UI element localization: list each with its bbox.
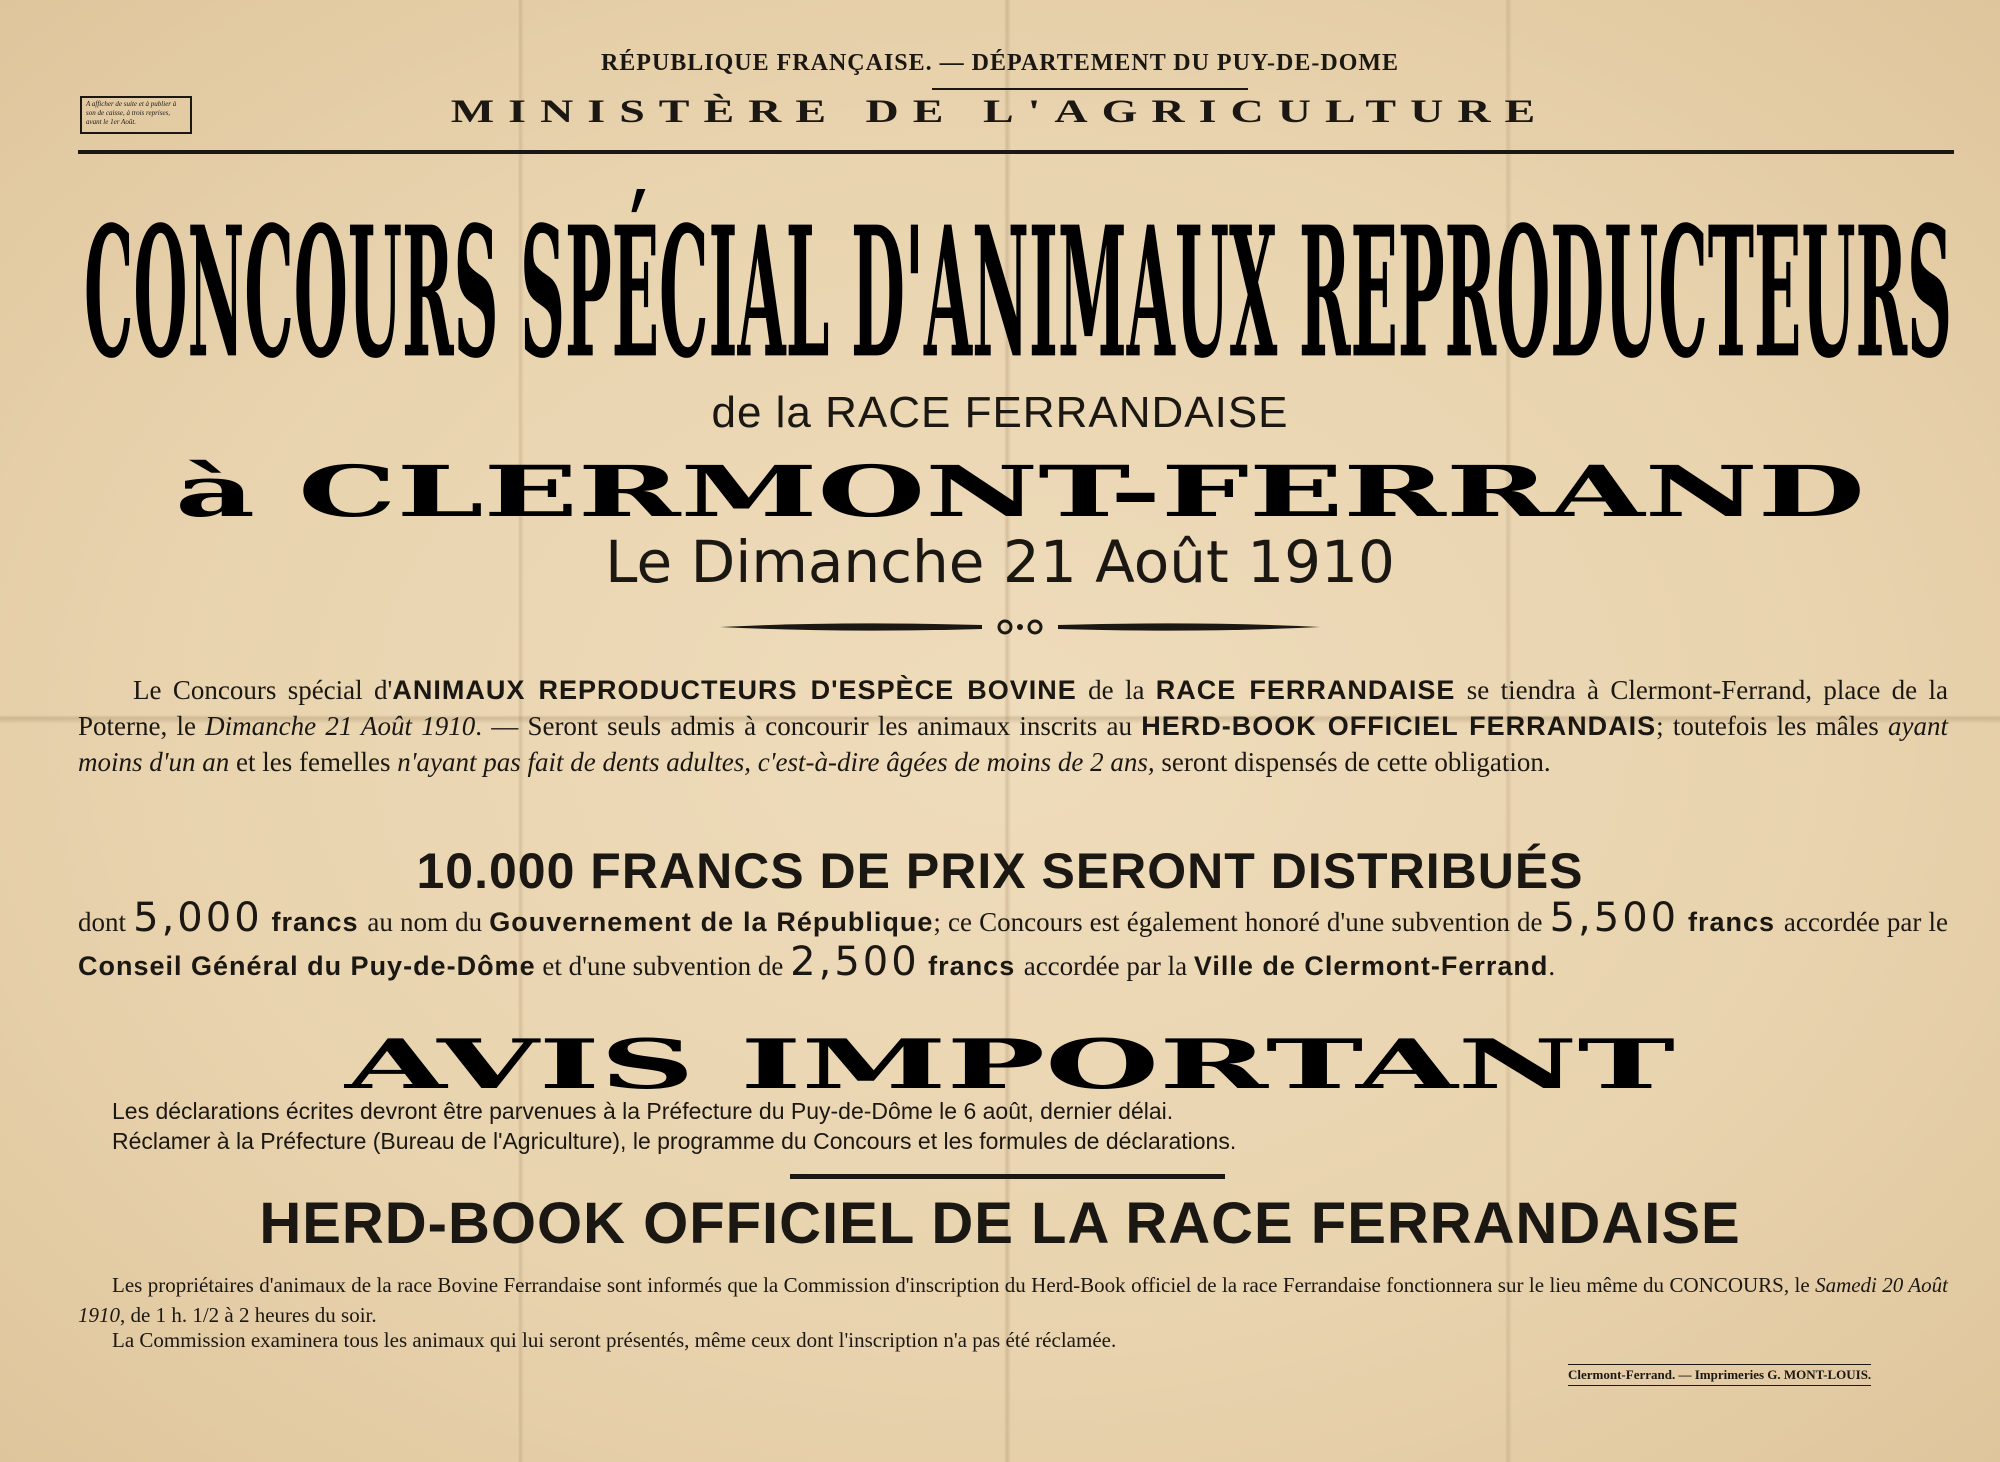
herdbook-line-2: La Commission examinera tous les animaux qui lui seront présentés, même ceux dont l'inscription n'a pas été réclamée. bbox=[112, 1328, 1117, 1352]
notice-heading bbox=[340, 1028, 1680, 1098]
posting-notice: A afficher de suite et à publier à son de caisse, à trois reprises, avant le 1er Août. bbox=[80, 96, 192, 134]
ministry-heading: MINISTÈRE DE L'AGRICULTURE bbox=[450, 92, 1550, 130]
main-title-svg bbox=[80, 176, 1956, 376]
amount-council: 5,500 bbox=[1549, 895, 1680, 941]
amount-government: 5,000 bbox=[133, 895, 263, 941]
city-text: à CLERMONT-FERRAND bbox=[175, 456, 1865, 526]
event-date: Le Dimanche 21 Août 1910 bbox=[605, 528, 1395, 596]
middle-rule bbox=[790, 1174, 1225, 1179]
notice-line-1: Les déclarations écrites devront être parvenues à la Préfecture du Puy-de-Dôme le 6 août, dernier délai. bbox=[112, 1098, 1174, 1124]
notice-text: AVIS IMPORTANT bbox=[343, 1028, 1676, 1098]
intro-paragraph: Le Concours spécial d'ANIMAUX REPRODUCTEURS D'ESPÈCE BOVINE de la RACE FERRANDAISE se tiendra à Clermont-Ferrand, place de la Poterne, le Dimanche 21 Août 1910. — Seront seuls admis à concourir les animaux inscrits au HERD-BOOK OFFICIEL FERRANDAIS; toutefois les mâles ayant moins d'un an et les femelles n'ayant pas fait de dents adultes, c'est-à-dire âgées de moins de 2 ans, seront dispensés de cette obligation. bbox=[78, 675, 1949, 777]
city-heading bbox=[170, 456, 1870, 526]
herdbook-heading: HERD-BOOK OFFICIEL DE LA RACE FERRANDAISE bbox=[259, 1191, 1741, 1256]
amount-city: 2,500 bbox=[790, 939, 920, 985]
notice-svg bbox=[340, 1028, 1680, 1098]
header-underline bbox=[932, 88, 1248, 90]
printer-credit: Clermont-Ferrand. — Imprimeries G. MONT-LOUIS. bbox=[1568, 1364, 1871, 1386]
prize-heading: 10.000 FRANCS DE PRIX SERONT DISTRIBUÉS bbox=[416, 843, 1584, 899]
header-republic-line: RÉPUBLIQUE FRANÇAISE. — DÉPARTEMENT DU PUY-DE-DOME bbox=[600, 50, 1400, 76]
notice-line-2: Réclamer à la Préfecture (Bureau de l'Agriculture), le programme du Concours et les formules de déclarations. bbox=[112, 1128, 1237, 1154]
subtitle: de la RACE FERRANDAISE bbox=[711, 388, 1289, 437]
ornament-divider bbox=[720, 612, 1320, 642]
main-title bbox=[80, 176, 1956, 376]
prize-paragraph: dont 5,000 francs au nom du Gouvernement de la République; ce Concours est également honoré d'une subvention de 5,500 francs accordée par le Conseil Général du Puy-de-Dôme et d'une subvention de 2,500 francs accordée par la Ville de Clermont-Ferrand. bbox=[78, 895, 1948, 985]
top-rule bbox=[78, 150, 1954, 154]
main-title-text: CONCOURS SPÉCIAL D'ANIMAUX REPRODUCTEURS bbox=[84, 188, 1953, 376]
city-svg bbox=[170, 456, 1870, 526]
herdbook-paragraph: Les propriétaires d'animaux de la race Bovine Ferrandaise sont informés que la Commission d'inscription du Herd-Book officiel de la race Ferrandaise fonctionnera sur le lieu même du CONCOURS, le Samedi 20 Août 1910, de 1 h. 1/2 à 2 heures du soir. bbox=[78, 1273, 1948, 1327]
